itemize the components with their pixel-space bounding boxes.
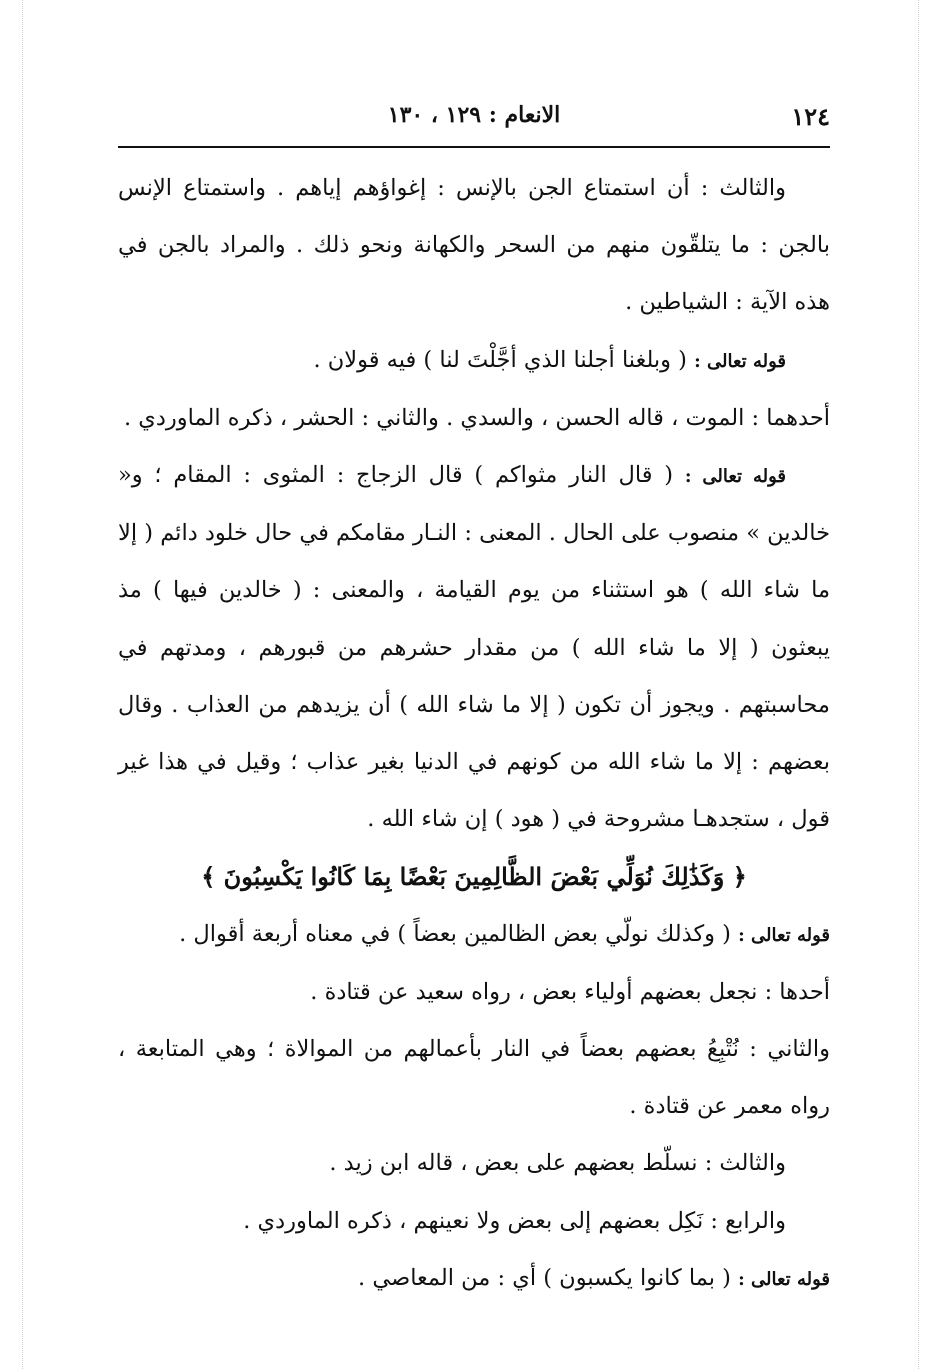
margin-guide-left [22, 0, 23, 1369]
paragraph-text: والرابع : نَكِل بعضهم إلى بعض ولا نعينهم ، ذكره الماوردي . [243, 1207, 786, 1234]
paragraph-text: ( قال النار مثواكم ) قال الزجاج : المثوى : المقام ؛ و« خالدين » منصوب على الحال . المعنى : النـار مقامكم في حال خلود دائم ( إلا ما شاء الله ) هو استثناء من يوم القيامة ، والمعنى : ( خالدين فيها ) مذ يبعثون ( إلا ما شاء الله ) من مقدار حشرهم من قبورهم ، ومدتهم في محاسبتهم . ويجوز أن تكون ( إلا ما شاء الله ) أن يزيدهم من العذاب . وقال بعضهم : إلا ما شاء الله من كونهم في الدنيا بغير عذاب ؛ وقيل في هذا غير قول ، ستجدهـا مشروحة في ( هود ) إن شاء الله . [118, 462, 830, 833]
paragraph [118, 1135, 830, 1192]
paragraph [118, 1193, 830, 1250]
page-number: ١٢٤ [791, 102, 830, 131]
paragraph [118, 964, 830, 1021]
paragraph-lead: قوله تعالى : [738, 924, 830, 946]
running-title: الانعام : ١٢٩ ، ١٣٠ [387, 102, 561, 128]
paragraph [118, 160, 830, 332]
page-body [118, 160, 830, 1308]
verse-text: وَكَذَٰلِكَ نُوَلِّي بَعْضَ الظَّالِمِينَ بَعْضًا بِمَا كَانُوا يَكْسِبُونَ [223, 862, 725, 892]
page-header [118, 96, 830, 140]
paragraph-lead: قوله تعالى : [694, 350, 786, 372]
paragraph [118, 906, 830, 964]
header-rule [118, 146, 830, 148]
paragraph-text: أحدهما : الموت ، قاله الحسن ، والسدي . والثاني : الحشر ، ذكره الماوردي . [124, 404, 830, 431]
paragraph [118, 332, 830, 390]
paragraph-text: ( وكذلك نولّي بعض الظالمين بعضاً ) في معناه أربعة أقوال . [179, 920, 731, 947]
paragraph [118, 1021, 830, 1135]
paragraph-text: ( بما كانوا يكسبون ) أي : من المعاصي . [358, 1264, 731, 1291]
paragraph [118, 447, 830, 848]
paragraph-text: أحدها : نجعل بعضهم أولياء بعض ، رواه سعيد عن قتادة . [310, 978, 830, 1005]
paragraph-text: والثالث : أن استمتاع الجن بالإنس : إغواؤهم إياهم . واستمتاع الإنس بالجن : ما يتلقّون منهم من السحر والكهانة ونحو ذلك . والمراد بالجن في هذه الآية : الشياطين . [118, 175, 830, 316]
verse-close-bracket: ﴾ [201, 862, 216, 892]
paragraph-text: والثاني : نُتْبِعُ بعضهم بعضاً في النار بأعمالهم من الموالاة ؛ وهي المتابعة ، رواه معمر عن قتادة . [118, 1036, 830, 1120]
paragraph-text: والثالث : نسلّط بعضهم على بعض ، قاله ابن زيد . [329, 1150, 786, 1177]
quran-verse [118, 848, 830, 905]
verse-open-bracket: ﴿ [732, 862, 747, 892]
paragraph [118, 390, 830, 447]
paragraph-lead: قوله تعالى : [684, 466, 787, 488]
paragraph [118, 1250, 830, 1308]
margin-guide-right [918, 0, 919, 1369]
paragraph-text: ( وبلغنا أجلنا الذي أجَّلْتَ لنا ) فيه قولان . [313, 346, 687, 373]
paragraph-lead: قوله تعالى : [738, 1268, 830, 1290]
